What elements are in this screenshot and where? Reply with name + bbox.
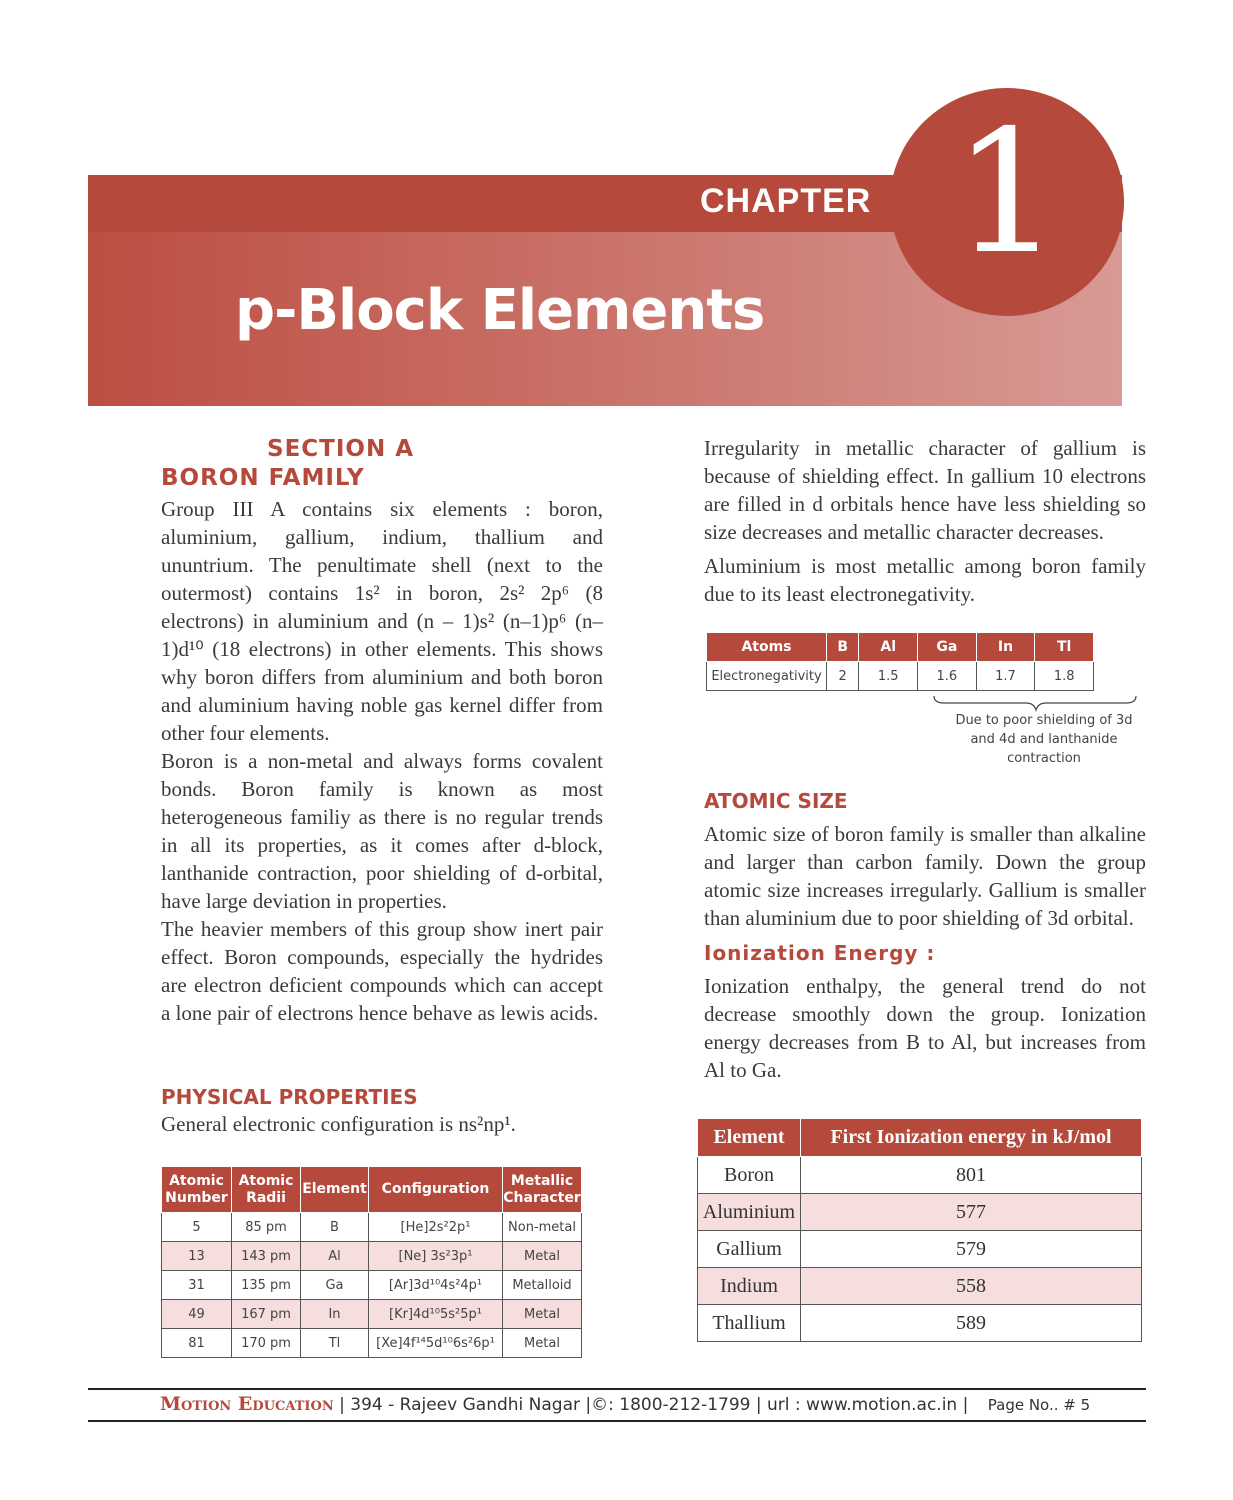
column-header: First Ionization energy in kJ/mol	[801, 1119, 1142, 1157]
electronegativity-note: Due to poor shielding of 3d and 4d and lanthanide contraction	[955, 713, 1133, 766]
boron-paragraph: Boron is a non-metal and always forms covalent bonds. Boron family is known as most heterogeneous familiy as there is no regular trends in all its properties, as it comes after d-block, lanthanide contraction, poor shielding of d-orbital, have large deviation in properties.	[161, 749, 603, 913]
table-cell: Metal	[503, 1242, 582, 1271]
table-cell: Non-metal	[503, 1213, 582, 1242]
footer-brand: Motion Education	[160, 1393, 334, 1415]
table-row	[162, 1300, 582, 1329]
table-cell: 1.5	[859, 662, 918, 691]
column-header: Element	[301, 1167, 369, 1213]
table-cell: Tl	[301, 1329, 369, 1358]
column-header: Al	[859, 633, 918, 662]
column-header: Element	[698, 1119, 801, 1157]
column-header: Atoms	[707, 633, 827, 662]
table-cell: Electronegativity	[707, 662, 827, 691]
table-cell: 167 pm	[232, 1300, 301, 1329]
table-cell: 31	[162, 1271, 232, 1300]
table-row	[162, 1213, 582, 1242]
table-cell: Indium	[698, 1268, 801, 1305]
chapter-label: CHAPTER	[700, 182, 872, 220]
table-row	[162, 1271, 582, 1300]
table-cell: [Xe]4f¹⁴5d¹⁰6s²6p¹	[369, 1329, 503, 1358]
table-cell: [Ne] 3s²3p¹	[369, 1242, 503, 1271]
table-cell: In	[301, 1300, 369, 1329]
column-header: Ga	[918, 633, 977, 662]
heavier-paragraph: The heavier members of this group show inert pair effect. Boron compounds, especially the hydrides are electron deficient compounds which can accept a lone pair of electrons hence behave as lewis acids.	[161, 917, 603, 1025]
intro-paragraph: Group III A contains six elements : boron, aluminium, gallium, indium, thallium and ununtrium. The penultimate shell (next to the outermost) contains 1s² in boron, 2s² 2p⁶ (8 electrons) in aluminium and (n – 1)s² (n–1)p⁶ (n–1)d¹⁰ (18 electrons) in other elements. This shows why boron differs from aluminium and both boron and aluminium having noble gas kernel differ from other four elements.	[161, 497, 603, 745]
table-cell: Al	[301, 1242, 369, 1271]
column-header: Configuration	[369, 1167, 503, 1213]
table-cell: 1.7	[976, 662, 1035, 691]
table-cell: 1.8	[1035, 662, 1094, 691]
properties-table	[161, 1166, 582, 1358]
atomic-size-paragraph: Atomic size of boron family is smaller than alkaline and larger than carbon family. Down the group atomic size increases irregularly. Gallium is smaller than aluminium due to poor shielding of 3d orbital.	[704, 822, 1146, 930]
irregularity-paragraph: Irregularity in metallic character of gallium is because of shielding effect. In gallium 10 electrons are filled in d orbitals hence have less shielding so size decreases and metallic character decreases.	[704, 436, 1146, 544]
general-config-text: General electronic configuration is ns²np¹.	[161, 1112, 516, 1136]
table-cell: 2	[827, 662, 859, 691]
ionization-table	[697, 1118, 1142, 1342]
table-cell: Gallium	[698, 1231, 801, 1268]
ionization-paragraph: Ionization enthalpy, the general trend do not decrease smoothly down the group. Ionization energy decreases from B to Al, but increases from Al to Ga.	[704, 974, 1146, 1082]
table-header-row	[162, 1167, 582, 1213]
table-cell: [Ar]3d¹⁰4s²4p¹	[369, 1271, 503, 1300]
physical-properties-heading: PHYSICAL PROPERTIES	[161, 1085, 418, 1109]
chapter-number: 1	[952, 94, 1062, 292]
table-row	[698, 1194, 1142, 1231]
table-cell: 85 pm	[232, 1213, 301, 1242]
footer-rule-top	[88, 1388, 1146, 1390]
table-cell: 558	[801, 1268, 1142, 1305]
table-cell: 49	[162, 1300, 232, 1329]
aluminium-paragraph: Aluminium is most metallic among boron family due to its least electronegativity.	[704, 554, 1146, 606]
family-heading: BORON FAMILY	[161, 465, 365, 491]
footer-rule-bottom	[88, 1420, 1146, 1422]
column-header: B	[827, 633, 859, 662]
table-cell: Ga	[301, 1271, 369, 1300]
table-cell: 801	[801, 1157, 1142, 1194]
table-row	[707, 662, 1094, 691]
table-cell: 1.6	[918, 662, 977, 691]
table-cell: B	[301, 1213, 369, 1242]
footer-contact: | 394 - Rajeev Gandhi Nagar |©: 1800-212-1799 | url : www.motion.ac.in |	[333, 1395, 974, 1415]
table-cell: 143 pm	[232, 1242, 301, 1271]
table-header-row	[698, 1119, 1142, 1157]
section-heading: SECTION A	[267, 436, 415, 462]
atomic-size-heading: ATOMIC SIZE	[704, 789, 848, 813]
table-cell: [He]2s²2p¹	[369, 1213, 503, 1242]
table-row	[698, 1268, 1142, 1305]
table-row	[698, 1305, 1142, 1342]
page-number: Page No.. # 5	[987, 1396, 1091, 1414]
table-row	[162, 1329, 582, 1358]
table-cell: 135 pm	[232, 1271, 301, 1300]
electronegativity-table	[706, 632, 1094, 691]
table-cell: 170 pm	[232, 1329, 301, 1358]
column-header: Atomic Radii	[232, 1167, 301, 1213]
table-cell: Metal	[503, 1300, 582, 1329]
column-header: Atomic Number	[162, 1167, 232, 1213]
page-title: p-Block Elements	[235, 278, 765, 343]
table-cell: 13	[162, 1242, 232, 1271]
table-cell: 81	[162, 1329, 232, 1358]
table-cell: Metal	[503, 1329, 582, 1358]
ionization-heading: Ionization Energy :	[704, 941, 936, 965]
table-row	[162, 1242, 582, 1271]
table-cell: 5	[162, 1213, 232, 1242]
table-cell: 579	[801, 1231, 1142, 1268]
column-header: Tl	[1035, 633, 1094, 662]
column-header: Metallic Character	[503, 1167, 582, 1213]
table-header-row	[707, 633, 1094, 662]
table-cell: Metalloid	[503, 1271, 582, 1300]
table-cell: 577	[801, 1194, 1142, 1231]
table-cell: [Kr]4d¹⁰5s²5p¹	[369, 1300, 503, 1329]
table-cell: Aluminium	[698, 1194, 801, 1231]
table-cell: Thallium	[698, 1305, 801, 1342]
footer	[160, 1393, 1090, 1415]
table-cell: 589	[801, 1305, 1142, 1342]
chapter-number-badge	[890, 88, 1124, 316]
table-row	[698, 1231, 1142, 1268]
column-header: In	[976, 633, 1035, 662]
table-cell: Boron	[698, 1157, 801, 1194]
table-row	[698, 1157, 1142, 1194]
